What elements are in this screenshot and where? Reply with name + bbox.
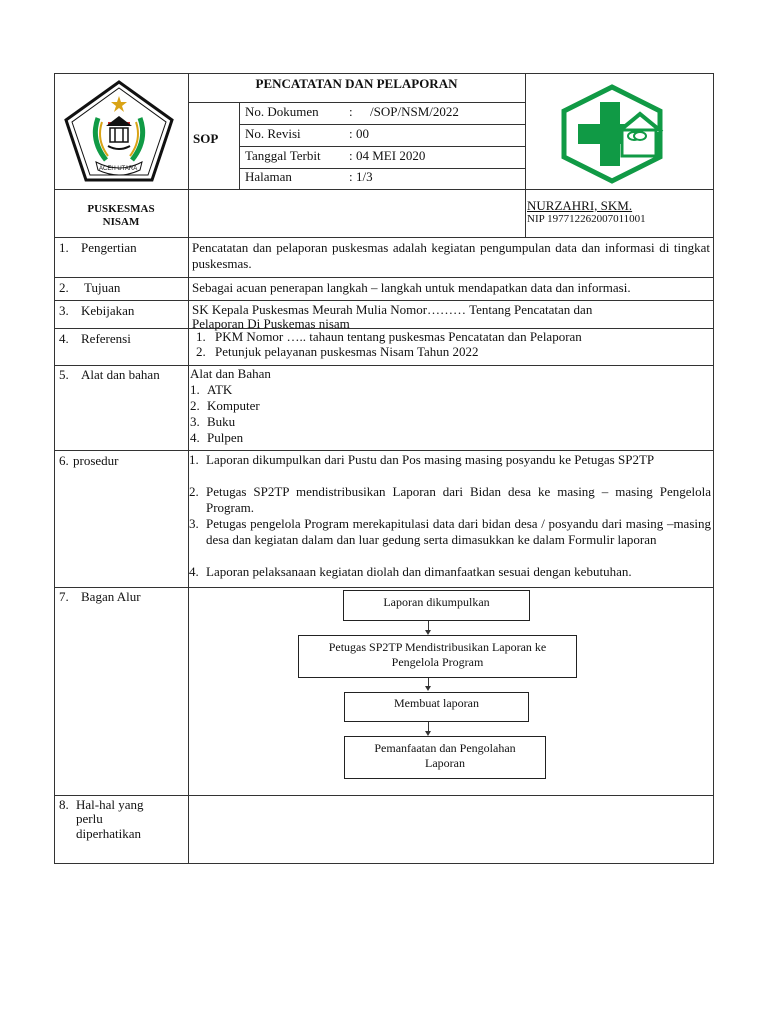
tujuan-text: Sebagai acuan penerapan langkah – langkah untuk mendapatkan data dan informasi. [192, 280, 631, 295]
section-6-label: prosedur [73, 453, 119, 468]
table-top-border [54, 73, 714, 74]
meta-value-tanggal: 04 MEI 2020 [356, 148, 426, 163]
prosedur-item-1-num: 1. [189, 452, 199, 467]
section-4-label: Referensi [81, 331, 131, 346]
referensi-item-2: Petunjuk pelayanan puskesmas Nisam Tahun 2022 [215, 344, 479, 359]
section-7-label: Bagan Alur [81, 589, 141, 604]
referensi-item-1-num: 1. [196, 329, 206, 344]
section-3-num: 3. [59, 303, 69, 318]
meta-sep-tanggal: : [349, 148, 353, 163]
section-1-label: Pengertian [81, 240, 137, 255]
alat-heading: Alat dan Bahan [190, 366, 271, 381]
alat-item-4: Pulpen [207, 430, 244, 445]
org-row-bottom [54, 237, 714, 238]
prosedur-item-3: Petugas pengelola Program merekapitulasi data dari bidan desa / posyandu dari masing –masing desa dan kegiatan dalam dan luar gedung serta dimasukkan ke dalam Formulir laporan [206, 516, 711, 547]
alat-item-3-num: 3. [190, 414, 200, 429]
section-8-label-line2: perlu [76, 811, 103, 826]
prosedur-item-2: Petugas SP2TP mendistribusikan Laporan dari Bidan desa ke masing – masing Pengelola Program. [206, 484, 711, 515]
alat-item-1: ATK [207, 382, 233, 397]
puskesmas-logo [560, 84, 664, 184]
meta-label-halaman: Halaman [245, 169, 292, 184]
meta-line-1 [239, 124, 525, 125]
meta-value-revisi: 00 [356, 126, 369, 141]
section-1-num: 1. [59, 240, 69, 255]
signer-nip: NIP 197712262007011001 [527, 213, 646, 225]
header-divider [54, 189, 714, 190]
prosedur-item-1: Laporan dikumpulkan dari Pustu dan Pos masing masing posyandu ke Petugas SP2TP [206, 452, 655, 467]
prosedur-item-4-num: 4. [189, 564, 199, 579]
meta-label-dokumen: No. Dokumen [245, 104, 319, 119]
row-divider-1 [54, 277, 714, 278]
signer-name: NURZAHRI, SKM. [527, 198, 633, 213]
prosedur-item-2-num: 2. [189, 484, 199, 499]
meta-value-dokumen: /SOP/NSM/2022 [370, 104, 459, 119]
row-divider-4 [54, 365, 714, 366]
section-7-num: 7. [59, 589, 69, 604]
section-5-label: Alat dan bahan [81, 367, 160, 382]
section-2-num: 2. [59, 280, 69, 295]
section-8-label-line1: Hal-hal yang [76, 797, 144, 812]
meta-line-2 [239, 146, 525, 147]
section-5-num: 5. [59, 367, 69, 382]
meta-label-revisi: No. Revisi [245, 126, 301, 141]
section-6-num: 6. [59, 453, 69, 468]
flow-step-4: Pemanfaatan dan Pengolahan Laporan [344, 736, 546, 779]
pengertian-text: Pencatatan dan pelaporan puskesmas adalah kegiatan pengumpulan data dan informasi di tingkat puskesmas. [192, 240, 710, 271]
alat-item-3: Buku [207, 414, 236, 429]
alat-item-2-num: 2. [190, 398, 200, 413]
prosedur-item-3-num: 3. [189, 516, 199, 531]
kebijakan-line1: SK Kepala Puskesmas Meurah Mulia Nomor……… Tentang Pencatatan dan [192, 302, 593, 317]
prosedur-item-4: Laporan pelaksanaan kegiatan diolah dan dimanfaatkan sesuai dengan kebutuhan. [206, 564, 632, 579]
section-4-num: 4. [59, 331, 69, 346]
alat-item-1-num: 1. [190, 382, 200, 397]
flow-step-2: Petugas SP2TP Mendistribusikan Laporan ke Pengelola Program [298, 635, 577, 678]
section-3-label: Kebijakan [81, 303, 135, 318]
flow-arrowhead-2 [425, 686, 431, 691]
org-name-line1: PUSKESMAS [87, 203, 155, 215]
table-right-border [713, 73, 714, 864]
row-divider-7 [54, 795, 714, 796]
meta-sep-dokumen: : [349, 104, 353, 119]
logo-ribbon-text: ACEH UTARA [99, 166, 138, 172]
org-name-line2: NISAM [102, 216, 140, 228]
flow-step-1: Laporan dikumpulkan [343, 590, 530, 621]
kebijakan-line2: Pelaporan Di Puskemas nisam [192, 316, 350, 331]
meta-value-halaman: 1/3 [356, 169, 373, 184]
table-bottom-border [54, 863, 714, 864]
section-8-num: 8. [59, 797, 69, 812]
alat-item-4-num: 4. [190, 430, 200, 445]
section-8-label-line3: diperhatikan [76, 826, 141, 841]
meta-label-tanggal: Tanggal Terbit [245, 148, 321, 163]
document-title: PENCATATAN DAN PELAPORAN [255, 76, 458, 91]
prosedur-clip [188, 451, 712, 586]
referensi-item-2-num: 2. [196, 344, 206, 359]
alat-item-2: Komputer [207, 398, 260, 413]
row-divider-6 [54, 587, 714, 588]
referensi-item-1: PKM Nomor ….. tahaun tentang puskesmas Pencatatan dan Pelaporan [215, 329, 582, 344]
right-column-divider [525, 73, 526, 237]
section-2-label: Tujuan [84, 280, 121, 295]
meta-sep-halaman: : [349, 169, 353, 184]
flow-step-3: Membuat laporan [344, 692, 529, 722]
table-left-border [54, 73, 55, 864]
meta-sep-revisi: : [349, 126, 353, 141]
row-divider-2 [54, 300, 714, 301]
sop-label: SOP [193, 131, 219, 146]
